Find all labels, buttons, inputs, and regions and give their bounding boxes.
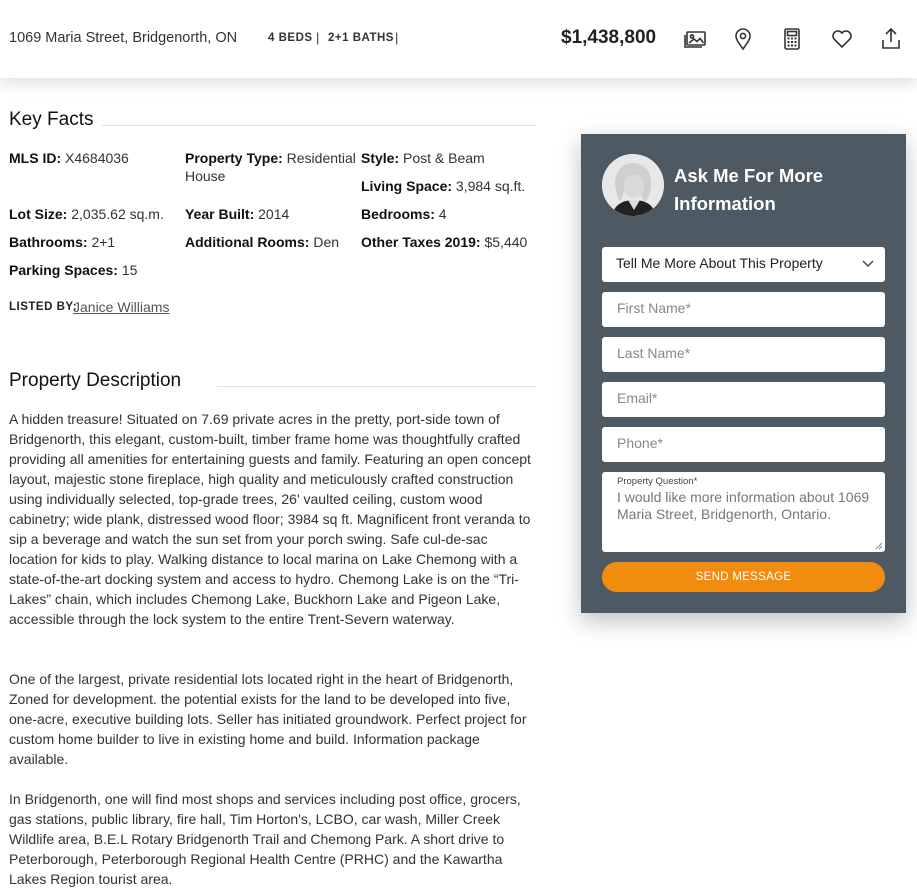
header-separator: | <box>316 30 320 45</box>
email-input[interactable]: Email* <box>602 382 885 417</box>
fact-bedrooms: Bedrooms: 4 <box>361 206 447 222</box>
agent-avatar <box>602 154 664 216</box>
description-paragraph: In Bridgenorth, one will find most shops and services including post office, grocers, gas stations, public library, fire hall, Tim Horton's, LCBO, car wash, Miller Creek Wildlife area, B.E.L Rotary Bridgenorth Trail and Chemong Park. A short drive to Peterborough, Peterborough Regional Health Centre (PRHC) and the Kawartha Lakes Region tourist area. <box>9 791 521 887</box>
fact-mls-id: MLS ID: X4684036 <box>9 150 129 166</box>
divider <box>217 386 536 387</box>
first-name-input[interactable]: First Name* <box>602 292 885 327</box>
header-price: $1,438,800 <box>561 27 657 48</box>
inquiry-type-select[interactable] <box>602 247 885 282</box>
header-separator: | <box>395 30 399 45</box>
header-address: 1069 Maria Street, Bridgenorth, ON <box>9 30 238 46</box>
description-paragraph: One of the largest, private residential lots located right in the heart of Bridgenorth, Zoned for development. the potential exists for the land to be developed into five, one-acre, executive building lots. Seller has initiated groundwork. Perfect project for custom home builder to live in existing home and build. Information package available. <box>9 671 527 767</box>
fact-living-space: Living Space: 3,984 sq.ft. <box>361 178 526 194</box>
share-icon[interactable] <box>878 26 904 52</box>
fact-lot-size: Lot Size: 2,035.62 sq.m. <box>9 206 164 222</box>
send-message-button[interactable]: SEND MESSAGE <box>602 562 885 592</box>
fact-year-built: Year Built: 2014 <box>185 206 290 222</box>
resize-handle-icon[interactable] <box>874 541 883 550</box>
inquiry-type-value: Tell Me More About This Property <box>616 255 823 271</box>
description-title: Property Description <box>9 370 182 391</box>
header-baths: 2+1 BATHS <box>328 32 394 44</box>
listed-by-label: LISTED BY: <box>9 301 78 313</box>
heart-icon[interactable] <box>829 26 855 52</box>
description-paragraph: A hidden treasure! Situated on 7.69 private acres in the pretty, port-side town of Bridgenorth, this elegant, custom-built, timber frame home was thoughtfully crafted providing all amenities for entertaining guests and family. Featuring an open concept layout, majestic stone fireplace, high quality and meticulously crafted construction using individually selected, top-grade trees, 26' vaulted ceiling, custom wood cabinetry; wide plank, distressed wood floor; 3984 sq ft. Magnificent front veranda to sip a beverage and watch the sun set from your porch swing. Safe cul-de-sac location for kids to play. Walking distance to local marina on Lake Chemong with a state-of-the-art docking system and access to hydro. Chemong Lake is on the “Tri-Lakes” chain, which includes Chemong Lake, Buckhorn Lake and Pigeon Lake, accessible through the lock system to the entire Trent-Severn waterway. <box>9 411 531 627</box>
fact-parking-spaces: Parking Spaces: 15 <box>9 262 138 278</box>
fact-style: Style: Post & Beam <box>361 150 485 166</box>
divider <box>102 125 536 126</box>
fact-property-type: Property Type: Residential House <box>185 150 356 184</box>
property-question-label: Property Question* <box>617 476 698 487</box>
fact-bathrooms: Bathrooms: 2+1 <box>9 234 116 250</box>
map-pin-icon[interactable] <box>730 26 756 52</box>
contact-card-title: Ask Me For More Information <box>674 165 824 214</box>
contact-form-card <box>581 134 906 613</box>
property-question-value: I would like more information about 1069 Maria Street, Bridgenorth, Ontario. <box>617 489 870 522</box>
calculator-icon[interactable] <box>779 26 805 52</box>
listed-by-agent-link[interactable]: Janice Williams <box>73 299 170 315</box>
top-bar <box>0 0 917 78</box>
header-beds: 4 BEDS <box>268 32 313 44</box>
last-name-input[interactable]: Last Name* <box>602 337 885 372</box>
gallery-icon[interactable] <box>682 26 708 52</box>
chevron-down-icon <box>861 256 875 270</box>
fact-additional-rooms: Additional Rooms: Den <box>185 234 340 250</box>
fact-other-taxes: Other Taxes 2019: $5,440 <box>361 234 528 250</box>
phone-input[interactable]: Phone* <box>602 427 885 462</box>
property-question-textarea[interactable] <box>602 472 885 552</box>
key-facts-title: Key Facts <box>9 109 94 130</box>
